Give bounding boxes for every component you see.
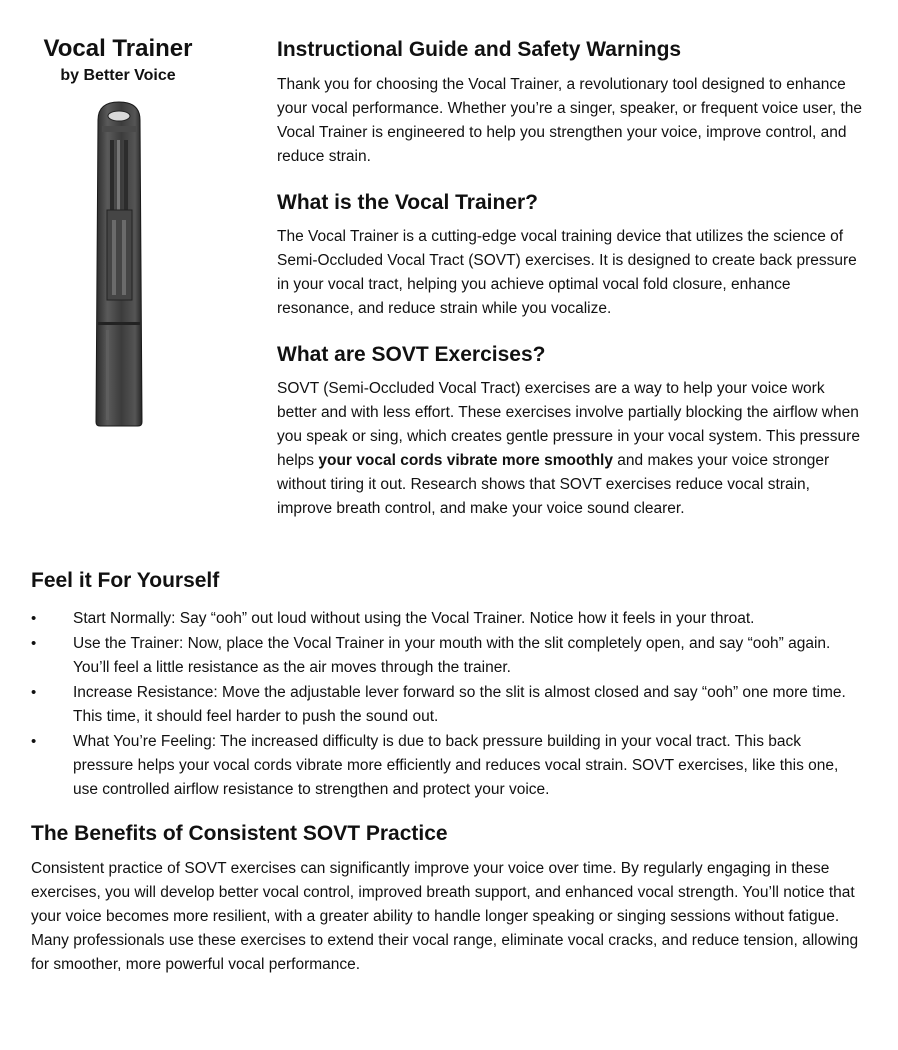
step-text: Start Normally: Say “ooh” out loud without using the Vocal Trainer. Notice how it feels in your throat. — [73, 610, 755, 627]
benefits-paragraph: Consistent practice of SOVT exercises can significantly improve your voice over time. By regularly engaging in these exercises, you will develop better vocal control, improved breath support, and enhanced vocal strength. You’ll notice that your voice becomes more resilient, with a greater ability to handle longer speaking or singing sessions without fatigue. Many professionals use these exercises to extend their vocal range, eliminate vocal cracks, and reduce tension, allowing for smoother, more powerful vocal performance. — [31, 860, 859, 973]
sovt-heading: What are SOVT Exercises? — [277, 343, 546, 366]
what-is-paragraph: The Vocal Trainer is a cutting-edge vocal training device that utilizes the science of Semi-Occluded Vocal Tract (SOVT) exercises. It is designed to create back pressure in your vocal tract, helping you achieve optimal vocal fold closure, enhance resonance, and reduce strain while you vocalize. — [277, 228, 857, 317]
sovt-text-start: SOVT (Semi-Occluded Vocal Tract) exercises are a way to help your voice work better and with less effort. These exercises involve partially blocking the airflow when you speak or sing, which creates gentle pressure in your vocal system. This pressure helps — [277, 380, 860, 469]
guide-intro-paragraph: Thank you for choosing the Vocal Trainer, a revolutionary tool designed to enhance your vocal performance. Whether you’re a singer, speaker, or frequent voice user, the Vocal Trainer is engineered to help you strengthen your voice, improve control, and reduce strain. — [277, 76, 863, 165]
bullet: • — [31, 733, 37, 750]
sovt-paragraph — [277, 377, 867, 521]
list-item — [31, 632, 861, 680]
bullet: • — [31, 610, 37, 627]
vocal-trainer-device-image — [92, 100, 146, 430]
list-item — [31, 730, 861, 802]
sovt-text-emphasis: your vocal cords vibrate more smoothly — [318, 452, 613, 469]
step-text: What You’re Feeling: The increased difficulty is due to back pressure building in your vocal tract. This back pressure helps your vocal cords vibrate more efficiently and reduces vocal strain. SOVT exercises, like this one, use controlled airflow resistance to strengthen and protect your voice. — [73, 733, 839, 798]
guide-heading: Instructional Guide and Safety Warnings — [277, 38, 682, 61]
bullet: • — [31, 635, 37, 652]
product-byline: by Better Voice — [60, 67, 176, 84]
list-item — [31, 607, 861, 631]
sovt-text-end: and makes your voice stronger without tiring it out. Research shows that SOVT exercises reduce vocal strain, improve breath control, and make your voice sound clearer. — [277, 452, 830, 517]
step-text: Increase Resistance: Move the adjustable lever forward so the slit is almost closed and say “ooh” one more time. This time, it should feel harder to push the sound out. — [73, 684, 846, 725]
benefits-heading: The Benefits of Consistent SOVT Practice — [31, 822, 448, 845]
product-title: Vocal Trainer — [43, 35, 193, 62]
list-item — [31, 681, 861, 729]
step-text: Use the Trainer: Now, place the Vocal Trainer in your mouth with the slit completely open, and say “ooh” again. You’ll feel a little resistance as the air moves through the trainer. — [73, 635, 831, 676]
feel-steps-list — [31, 607, 861, 803]
product-header — [18, 34, 218, 86]
feel-heading: Feel it For Yourself — [31, 569, 220, 592]
intro-column — [277, 36, 867, 521]
bullet: • — [31, 684, 37, 701]
what-is-heading: What is the Vocal Trainer? — [277, 191, 539, 214]
vocal-trainer-device-illustration — [92, 100, 146, 430]
